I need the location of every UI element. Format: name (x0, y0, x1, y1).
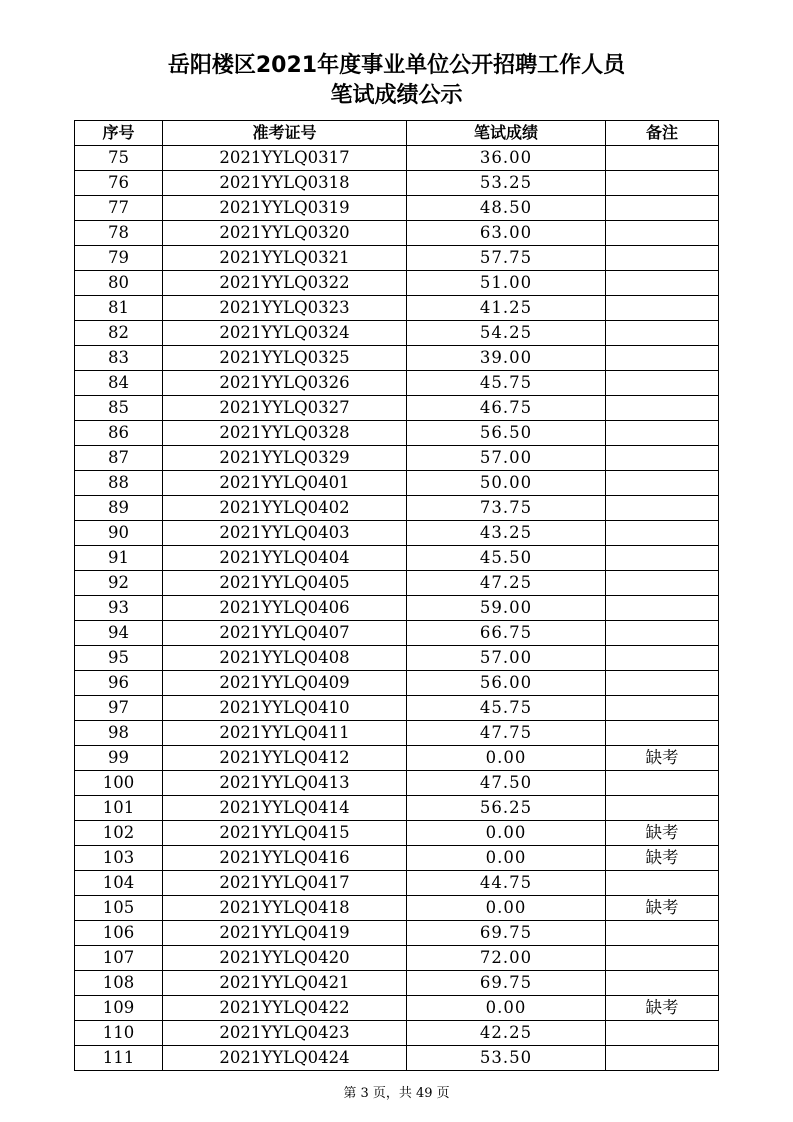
cell-note (606, 646, 719, 671)
cell-note (606, 346, 719, 371)
cell-seq: 105 (75, 896, 163, 921)
table-row (75, 771, 719, 796)
cell-exam-id: 2021YYLQ0325 (163, 346, 407, 371)
scores-table (74, 120, 719, 1071)
table-row (75, 446, 719, 471)
cell-note (606, 246, 719, 271)
cell-exam-id: 2021YYLQ0318 (163, 171, 407, 196)
cell-seq: 79 (75, 246, 163, 271)
cell-seq: 90 (75, 521, 163, 546)
cell-exam-id: 2021YYLQ0416 (163, 846, 407, 871)
cell-seq: 75 (75, 146, 163, 171)
cell-seq: 81 (75, 296, 163, 321)
cell-score: 72.00 (407, 946, 606, 971)
cell-note (606, 721, 719, 746)
cell-score: 43.25 (407, 521, 606, 546)
cell-score: 47.25 (407, 571, 606, 596)
cell-score: 56.00 (407, 671, 606, 696)
cell-exam-id: 2021YYLQ0321 (163, 246, 407, 271)
table-row (75, 896, 719, 921)
table-row (75, 296, 719, 321)
cell-note: 缺考 (606, 846, 719, 871)
table-row (75, 371, 719, 396)
cell-exam-id: 2021YYLQ0401 (163, 471, 407, 496)
cell-score: 50.00 (407, 471, 606, 496)
cell-exam-id: 2021YYLQ0326 (163, 371, 407, 396)
cell-score: 53.50 (407, 1046, 606, 1071)
cell-score: 53.25 (407, 171, 606, 196)
cell-seq: 84 (75, 371, 163, 396)
cell-exam-id: 2021YYLQ0412 (163, 746, 407, 771)
cell-score: 54.25 (407, 321, 606, 346)
cell-exam-id: 2021YYLQ0404 (163, 546, 407, 571)
cell-note (606, 571, 719, 596)
table-row (75, 1021, 719, 1046)
cell-seq: 94 (75, 621, 163, 646)
table-row (75, 646, 719, 671)
table-row (75, 796, 719, 821)
cell-score: 56.50 (407, 421, 606, 446)
cell-note (606, 321, 719, 346)
header-seq: 序号 (75, 121, 163, 146)
cell-score: 44.75 (407, 871, 606, 896)
cell-note (606, 446, 719, 471)
cell-exam-id: 2021YYLQ0421 (163, 971, 407, 996)
cell-note (606, 371, 719, 396)
table-row (75, 246, 719, 271)
cell-seq: 76 (75, 171, 163, 196)
cell-score: 73.75 (407, 496, 606, 521)
table-row (75, 596, 719, 621)
table-row (75, 196, 719, 221)
cell-note: 缺考 (606, 746, 719, 771)
cell-note (606, 196, 719, 221)
cell-exam-id: 2021YYLQ0320 (163, 221, 407, 246)
cell-score: 63.00 (407, 221, 606, 246)
cell-note (606, 671, 719, 696)
cell-seq: 89 (75, 496, 163, 521)
cell-note (606, 296, 719, 321)
cell-score: 46.75 (407, 396, 606, 421)
header-exam-id: 准考证号 (163, 121, 407, 146)
table-row (75, 521, 719, 546)
cell-exam-id: 2021YYLQ0317 (163, 146, 407, 171)
table-row (75, 321, 719, 346)
cell-score: 45.50 (407, 546, 606, 571)
cell-note (606, 771, 719, 796)
cell-note (606, 271, 719, 296)
cell-score: 56.25 (407, 796, 606, 821)
table-row (75, 846, 719, 871)
cell-exam-id: 2021YYLQ0413 (163, 771, 407, 796)
cell-note: 缺考 (606, 896, 719, 921)
cell-exam-id: 2021YYLQ0419 (163, 921, 407, 946)
cell-note (606, 546, 719, 571)
cell-exam-id: 2021YYLQ0328 (163, 421, 407, 446)
cell-exam-id: 2021YYLQ0406 (163, 596, 407, 621)
cell-seq: 99 (75, 746, 163, 771)
cell-note (606, 871, 719, 896)
cell-score: 36.00 (407, 146, 606, 171)
cell-exam-id: 2021YYLQ0420 (163, 946, 407, 971)
cell-exam-id: 2021YYLQ0329 (163, 446, 407, 471)
cell-seq: 78 (75, 221, 163, 246)
table-row (75, 746, 719, 771)
cell-exam-id: 2021YYLQ0407 (163, 621, 407, 646)
cell-note (606, 521, 719, 546)
cell-score: 51.00 (407, 271, 606, 296)
cell-score: 69.75 (407, 921, 606, 946)
table-row (75, 721, 719, 746)
cell-exam-id: 2021YYLQ0319 (163, 196, 407, 221)
table-row (75, 671, 719, 696)
cell-exam-id: 2021YYLQ0424 (163, 1046, 407, 1071)
cell-score: 69.75 (407, 971, 606, 996)
cell-seq: 82 (75, 321, 163, 346)
cell-exam-id: 2021YYLQ0405 (163, 571, 407, 596)
cell-score: 0.00 (407, 846, 606, 871)
cell-note (606, 971, 719, 996)
cell-score: 41.25 (407, 296, 606, 321)
table-row (75, 146, 719, 171)
table-row (75, 571, 719, 596)
table-row (75, 996, 719, 1021)
header-score: 笔试成绩 (407, 121, 606, 146)
table-row (75, 946, 719, 971)
cell-seq: 110 (75, 1021, 163, 1046)
cell-seq: 83 (75, 346, 163, 371)
cell-note (606, 921, 719, 946)
cell-seq: 102 (75, 821, 163, 846)
page-title: 岳阳楼区2021年度事业单位公开招聘工作人员 (167, 53, 626, 78)
cell-exam-id: 2021YYLQ0322 (163, 271, 407, 296)
cell-note (606, 421, 719, 446)
cell-score: 57.75 (407, 246, 606, 271)
cell-exam-id: 2021YYLQ0418 (163, 896, 407, 921)
cell-score: 0.00 (407, 896, 606, 921)
cell-seq: 97 (75, 696, 163, 721)
table-row (75, 221, 719, 246)
table-row (75, 871, 719, 896)
cell-seq: 77 (75, 196, 163, 221)
cell-note (606, 796, 719, 821)
cell-seq: 107 (75, 946, 163, 971)
cell-seq: 103 (75, 846, 163, 871)
table-row (75, 396, 719, 421)
cell-note: 缺考 (606, 821, 719, 846)
cell-note (606, 396, 719, 421)
cell-seq: 86 (75, 421, 163, 446)
cell-exam-id: 2021YYLQ0423 (163, 1021, 407, 1046)
table-row (75, 821, 719, 846)
cell-note (606, 221, 719, 246)
table-row (75, 171, 719, 196)
cell-seq: 87 (75, 446, 163, 471)
cell-exam-id: 2021YYLQ0415 (163, 821, 407, 846)
cell-seq: 80 (75, 271, 163, 296)
cell-note (606, 171, 719, 196)
table-header-row (75, 121, 719, 146)
page-subtitle: 笔试成绩公示 (330, 83, 463, 108)
cell-score: 47.50 (407, 771, 606, 796)
cell-score: 0.00 (407, 821, 606, 846)
cell-seq: 111 (75, 1046, 163, 1071)
cell-note (606, 1046, 719, 1071)
cell-exam-id: 2021YYLQ0411 (163, 721, 407, 746)
cell-seq: 88 (75, 471, 163, 496)
cell-seq: 91 (75, 546, 163, 571)
cell-score: 39.00 (407, 346, 606, 371)
cell-score: 47.75 (407, 721, 606, 746)
table-row (75, 921, 719, 946)
cell-score: 57.00 (407, 646, 606, 671)
cell-seq: 101 (75, 796, 163, 821)
cell-score: 45.75 (407, 371, 606, 396)
table-row (75, 421, 719, 446)
cell-note (606, 146, 719, 171)
cell-score: 45.75 (407, 696, 606, 721)
cell-seq: 96 (75, 671, 163, 696)
cell-score: 42.25 (407, 1021, 606, 1046)
cell-exam-id: 2021YYLQ0422 (163, 996, 407, 1021)
cell-seq: 104 (75, 871, 163, 896)
cell-exam-id: 2021YYLQ0414 (163, 796, 407, 821)
cell-seq: 109 (75, 996, 163, 1021)
cell-seq: 92 (75, 571, 163, 596)
cell-note (606, 946, 719, 971)
cell-exam-id: 2021YYLQ0402 (163, 496, 407, 521)
cell-note (606, 596, 719, 621)
cell-exam-id: 2021YYLQ0403 (163, 521, 407, 546)
cell-note: 缺考 (606, 996, 719, 1021)
cell-note (606, 621, 719, 646)
cell-seq: 98 (75, 721, 163, 746)
table-row (75, 496, 719, 521)
cell-score: 0.00 (407, 746, 606, 771)
cell-note (606, 696, 719, 721)
cell-exam-id: 2021YYLQ0327 (163, 396, 407, 421)
cell-seq: 93 (75, 596, 163, 621)
table-row (75, 621, 719, 646)
cell-seq: 108 (75, 971, 163, 996)
cell-note (606, 1021, 719, 1046)
cell-seq: 100 (75, 771, 163, 796)
cell-exam-id: 2021YYLQ0410 (163, 696, 407, 721)
cell-seq: 85 (75, 396, 163, 421)
table-row (75, 546, 719, 571)
cell-score: 57.00 (407, 446, 606, 471)
table-row (75, 271, 719, 296)
table-row (75, 696, 719, 721)
cell-score: 59.00 (407, 596, 606, 621)
cell-seq: 106 (75, 921, 163, 946)
cell-note (606, 496, 719, 521)
cell-seq: 95 (75, 646, 163, 671)
cell-score: 48.50 (407, 196, 606, 221)
table-row (75, 971, 719, 996)
cell-exam-id: 2021YYLQ0408 (163, 646, 407, 671)
header-note: 备注 (606, 121, 719, 146)
cell-score: 66.75 (407, 621, 606, 646)
table-row (75, 1046, 719, 1071)
cell-score: 0.00 (407, 996, 606, 1021)
table-row (75, 346, 719, 371)
cell-exam-id: 2021YYLQ0324 (163, 321, 407, 346)
page-footer: 第 3 页，共 49 页 (343, 1086, 450, 1101)
cell-exam-id: 2021YYLQ0417 (163, 871, 407, 896)
table-row (75, 471, 719, 496)
cell-exam-id: 2021YYLQ0409 (163, 671, 407, 696)
cell-exam-id: 2021YYLQ0323 (163, 296, 407, 321)
cell-note (606, 471, 719, 496)
